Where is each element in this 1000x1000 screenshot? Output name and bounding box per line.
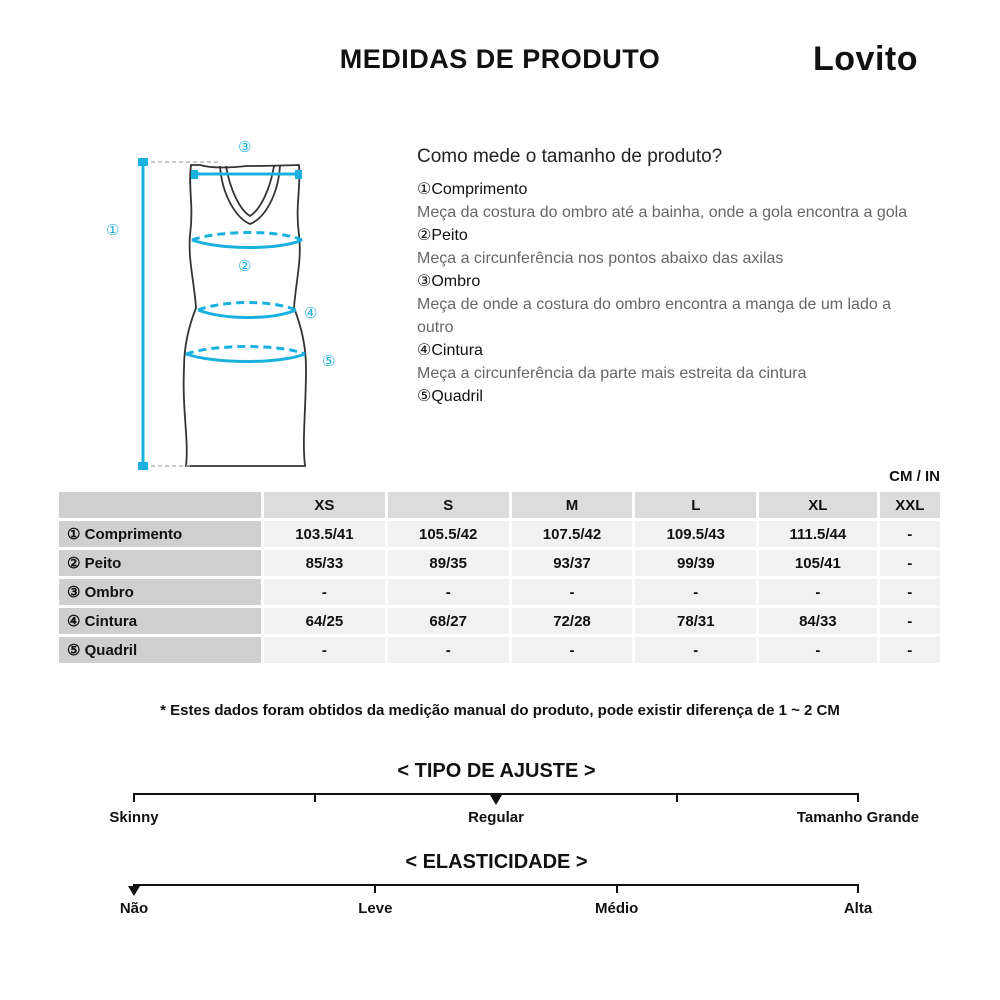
- scale-tick: [676, 793, 678, 802]
- table-cell: 84/33: [759, 608, 876, 634]
- table-cell: -: [880, 521, 940, 547]
- row-label: ① Comprimento: [59, 521, 261, 547]
- scale-tick: [314, 793, 316, 802]
- fit-scale: [109, 793, 920, 833]
- table-cell: 103.5/41: [264, 521, 385, 547]
- table-cell: 64/25: [264, 608, 385, 634]
- table-cell: -: [264, 637, 385, 663]
- size-header: M: [512, 492, 633, 518]
- table-row: [59, 637, 940, 663]
- marker-4: ④: [304, 304, 318, 322]
- marker-3: ③: [238, 138, 252, 156]
- table-cell: -: [635, 579, 756, 605]
- howto-heading-chest: ②Peito: [417, 227, 468, 244]
- table-cell: 107.5/42: [512, 521, 633, 547]
- table-row: [59, 521, 940, 547]
- measurement-note: * Estes dados foram obtidos da medição manual do produto, pode existir diferença de 1 ~ 2 CM: [160, 702, 840, 719]
- howto-heading-waist: ④Cintura: [417, 342, 483, 359]
- elasticity-label-none: Não: [119, 900, 149, 917]
- table-cell: -: [388, 637, 509, 663]
- table-cell: -: [264, 579, 385, 605]
- fit-label-regular: Regular: [468, 809, 524, 826]
- marker-1: ①: [106, 221, 120, 239]
- table-cell: 105.5/42: [388, 521, 509, 547]
- fit-label-skinny: Skinny: [109, 809, 159, 826]
- table-cell: 78/31: [635, 608, 756, 634]
- row-label: ④ Cintura: [59, 608, 261, 634]
- marker-2: ②: [238, 257, 252, 275]
- table-cell: 72/28: [512, 608, 633, 634]
- table-row: [59, 608, 940, 634]
- elasticity-scale: [119, 884, 873, 924]
- table-cell: -: [512, 637, 633, 663]
- table-header-row: [59, 492, 940, 518]
- howto-desc-chest: Meça a circunferência nos pontos abaixo das axilas: [417, 250, 784, 267]
- table-cell: 99/39: [635, 550, 756, 576]
- how-to-measure: [417, 146, 927, 408]
- howto-heading-shoulder: ③Ombro: [417, 273, 481, 290]
- size-header: XL: [759, 492, 876, 518]
- scale-tick: [857, 884, 859, 893]
- fit-label-large: Tamanho Grande: [796, 809, 920, 826]
- row-label: ⑤ Quadril: [59, 637, 261, 663]
- table-cell: -: [880, 637, 940, 663]
- howto-desc-waist: Meça a circunferência da parte mais estreita da cintura: [417, 365, 807, 382]
- table-cell: -: [759, 579, 876, 605]
- page-title: MEDIDAS DE PRODUTO: [339, 44, 661, 74]
- size-header: S: [388, 492, 509, 518]
- table-cell: 105/41: [759, 550, 876, 576]
- table-row: [59, 579, 940, 605]
- table-corner: [59, 492, 261, 518]
- table-cell: -: [759, 637, 876, 663]
- table-cell: -: [388, 579, 509, 605]
- marker-5: ⑤: [322, 352, 336, 370]
- table-row: [59, 550, 940, 576]
- howto-desc-shoulder: Meça de onde a costura do ombro encontra a manga de um lado a outro: [417, 296, 892, 336]
- row-label: ③ Ombro: [59, 579, 261, 605]
- scale-line: [134, 884, 858, 886]
- unit-label: CM / IN: [889, 468, 940, 485]
- elasticity-label-light: Leve: [358, 900, 393, 917]
- fit-title: < TIPO DE AJUSTE >: [397, 760, 596, 782]
- scale-tick: [133, 793, 135, 802]
- howto-heading-hip: ⑤Quadril: [417, 388, 483, 405]
- howto-heading-length: ①Comprimento: [417, 181, 528, 198]
- table-cell: -: [880, 579, 940, 605]
- table-cell: -: [880, 550, 940, 576]
- elasticity-indicator-icon: [128, 886, 140, 896]
- table-cell: -: [512, 579, 633, 605]
- howto-desc-length: Meça da costura do ombro até a bainha, onde a gola encontra a gola: [417, 204, 908, 221]
- table-cell: 93/37: [512, 550, 633, 576]
- scale-tick: [857, 793, 859, 802]
- fit-indicator-icon: [490, 795, 502, 805]
- elasticity-label-medium: Médio: [594, 900, 639, 917]
- scale-tick: [374, 884, 376, 893]
- howto-question: Como mede o tamanho de produto?: [417, 146, 723, 167]
- table-cell: -: [635, 637, 756, 663]
- table-cell: 89/35: [388, 550, 509, 576]
- table-cell: -: [880, 608, 940, 634]
- scale-tick: [616, 884, 618, 893]
- elasticity-title: < ELASTICIDADE >: [405, 851, 588, 873]
- brand-logo: Lovito: [813, 40, 918, 78]
- table-cell: 68/27: [388, 608, 509, 634]
- size-header: XXL: [880, 492, 940, 518]
- table-cell: 109.5/43: [635, 521, 756, 547]
- elasticity-label-high: Alta: [843, 900, 873, 917]
- size-header: XS: [264, 492, 385, 518]
- table-cell: 85/33: [264, 550, 385, 576]
- size-header: L: [635, 492, 756, 518]
- dress-diagram: [100, 130, 360, 480]
- table-cell: 111.5/44: [759, 521, 876, 547]
- row-label: ② Peito: [59, 550, 261, 576]
- size-table: [56, 489, 943, 666]
